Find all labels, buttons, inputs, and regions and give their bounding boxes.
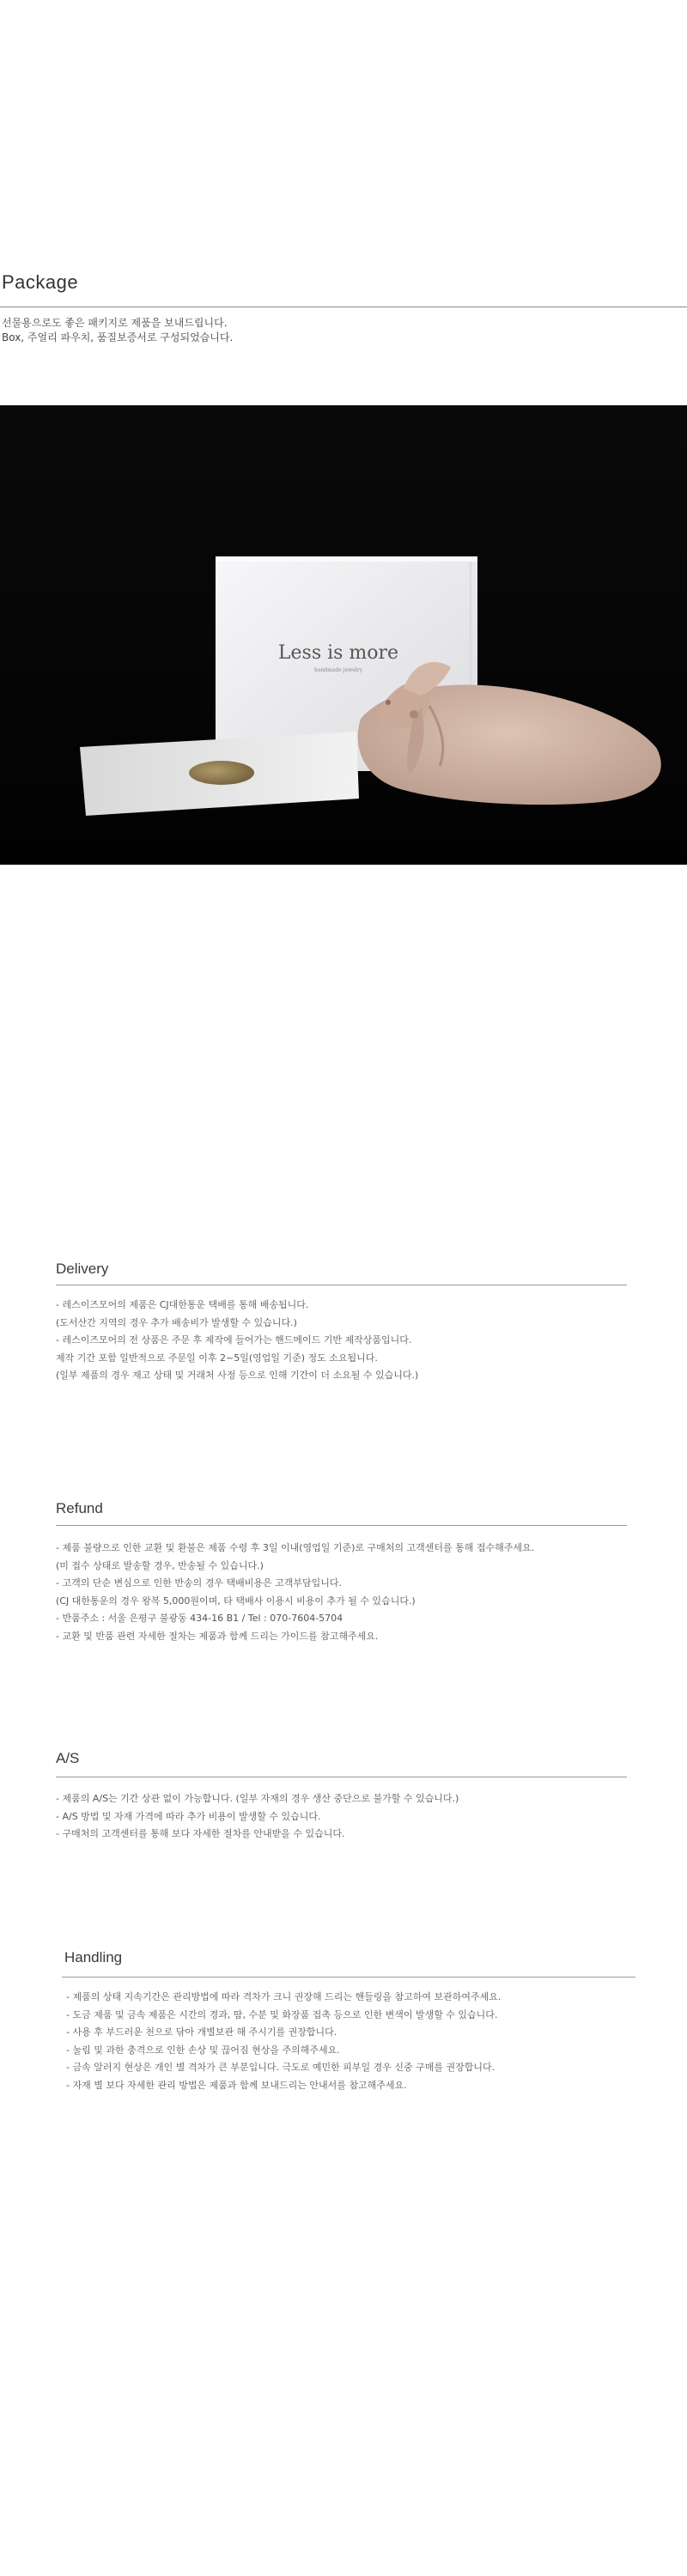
delivery-line: 제작 기간 포함 일반적으로 주문일 이후 2~5일(영업일 기준) 정도 소요됩니다. [56,1352,378,1364]
handling-line: - 눌림 및 과한 충격으로 인한 손상 및 끊어짐 현상을 주의해주세요. [66,2044,340,2056]
delivery-line: - 레스이즈모어의 전 상품은 주문 후 제작에 들어가는 핸드메이드 기반 제작상품입니다. [56,1334,412,1346]
delivery-line: (일부 제품의 경우 재고 상태 및 거래처 사정 등으로 인해 기간이 더 소요될 수 있습니다.) [56,1370,419,1381]
handling-divider [62,1977,635,1978]
package-description-line: 선물용으로도 좋은 패키지로 제품을 보내드립니다. [2,317,228,329]
delivery-list [56,1297,418,1385]
refund-line: - 고객의 단순 변심으로 인한 반송의 경우 택배비용은 고객부담입니다. [56,1577,342,1589]
refund-line: (미 접수 상태로 발송할 경우, 반송될 수 있습니다.) [56,1559,264,1571]
handling-title: Handling [64,1949,123,1965]
handling-line: - 사용 후 부드러운 천으로 닦아 개별보관 해 주시기를 권장합니다. [66,2026,337,2038]
as-list [56,1790,459,1844]
refund-list [56,1540,534,1645]
as-line: - 제품의 A/S는 기간 상관 없이 가능합니다. (일부 자재의 경우 생산 중단으로 불가할 수 있습니다.) [56,1793,459,1804]
package-photo-illustration [0,405,687,865]
refund-line: - 교환 및 반품 관련 자세한 절차는 제품과 함께 드리는 가이드를 참고해주세요. [56,1630,379,1642]
handling-line: - 자재 별 보다 자세한 관리 방법은 제품과 함께 보내드리는 안내서를 참고해주세요. [66,2079,407,2091]
as-title: A/S [56,1750,80,1766]
refund-line: (CJ 대한통운의 경우 왕복 5,000원이며, 타 택배사 이용시 비용이 추가 될 수 있습니다.) [56,1595,416,1607]
delivery-title: Delivery [56,1261,109,1277]
refund-title: Refund [56,1500,103,1516]
box-brand-text: Less is more [277,642,399,664]
package-photo [0,405,687,865]
refund-divider [56,1525,627,1526]
package-title: Package [2,271,79,293]
as-line: - 구매처의 고객센터를 통해 보다 자세한 절차를 안내받을 수 있습니다. [56,1828,345,1839]
package-description-line: Box, 주얼리 파우치, 품질보증서로 구성되었습니다. [2,331,234,343]
handling-line: - 금속 알러지 현상은 개인 별 격차가 큰 부분입니다. 극도로 예민한 피부일 경우 신중 구매를 권장합니다. [66,2062,495,2073]
delivery-line: (도서산간 지역의 경우 추가 배송비가 발생할 수 있습니다.) [56,1316,297,1328]
delivery-line: - 레스이즈모어의 제품은 CJ대한통운 택배를 통해 배송됩니다. [56,1299,309,1310]
handling-line: - 제품의 상태 지속기간은 관리방법에 따라 격차가 크니 권장해 드리는 핸들링을 참고하여 보관하여주세요. [66,1991,502,2002]
refund-line: - 반품주소 : 서울 은평구 불광동 434-16 B1 / Tel : 070-7604-5704 [56,1613,344,1624]
refund-line: - 제품 불량으로 인한 교환 및 환불은 제품 수령 후 3일 이내(영업일 기준)로 구매처의 고객센터를 통해 접수해주세요. [56,1542,535,1553]
as-line: - A/S 방법 및 자재 가격에 따라 추가 비용이 발생할 수 있습니다. [56,1810,321,1822]
handling-list [66,1989,501,2094]
handling-line: - 도금 제품 및 금속 제품은 시간의 경과, 땀, 수분 및 화장품 접촉 등으로 인한 변색이 발생할 수 있습니다. [66,2008,498,2020]
box-brand-subtext: handmade jewelry [314,667,362,673]
